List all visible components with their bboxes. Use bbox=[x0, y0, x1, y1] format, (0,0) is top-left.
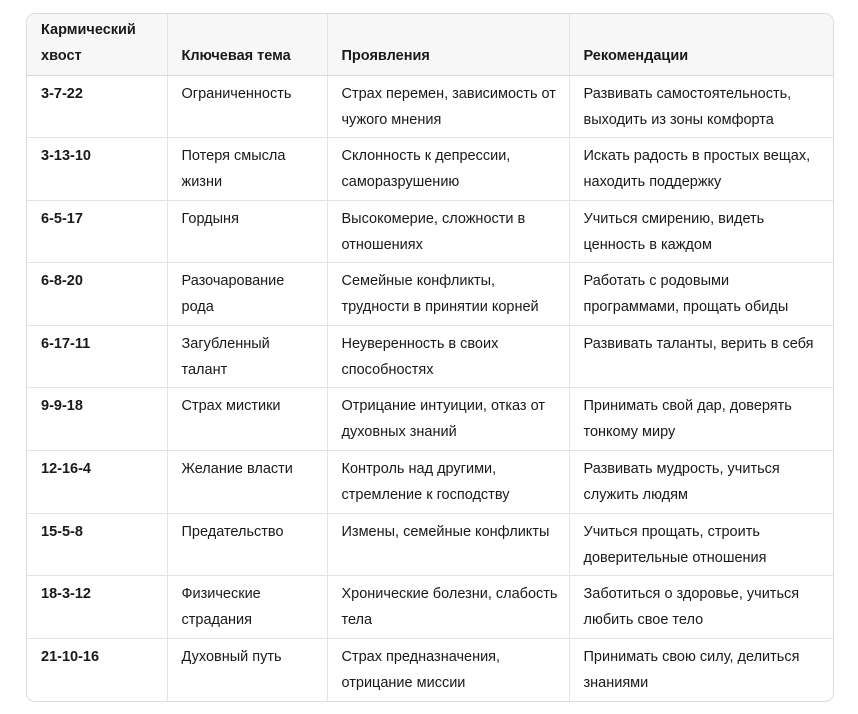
recommendations-cell: Принимать свою силу, делиться знаниями bbox=[583, 648, 800, 691]
manifestations-cell: Страх перемен, зависимость от чужого мнения bbox=[327, 75, 569, 138]
key-theme-cell: Духовный путь bbox=[167, 638, 327, 701]
key-theme-cell: Потеря смысла жизни bbox=[167, 138, 327, 201]
header-row bbox=[27, 14, 834, 75]
manifestations-cell: Неуверенность в своих способностях bbox=[327, 325, 569, 388]
key-theme-cell: Гордыня bbox=[167, 200, 327, 263]
karmic-tail-code: 12-16-4 bbox=[27, 451, 167, 514]
recommendations-cell: Искать радость в простых вещах, находить поддержку bbox=[569, 138, 834, 201]
recommendations-cell: Развивать таланты, верить в себя bbox=[569, 325, 834, 388]
recommendations-cell: Работать с родовыми программами, прощать обиды bbox=[569, 263, 834, 326]
manifestations-cell: Контроль над другими, стремление к господству bbox=[327, 451, 569, 514]
key-theme-cell: Разочарование рода bbox=[167, 263, 327, 326]
table-row bbox=[27, 638, 834, 701]
karmic-tail-code: 9-9-18 bbox=[27, 388, 167, 451]
karmic-tail-code: 6-5-17 bbox=[27, 200, 167, 263]
column-header-manifestations: Проявления bbox=[327, 14, 569, 75]
column-header-recommendations: Рекомендации bbox=[569, 14, 834, 75]
karmic-tails-table-frame bbox=[26, 13, 834, 702]
manifestations-cell: Высокомерие, сложности в отношениях bbox=[327, 200, 569, 263]
table-row bbox=[27, 263, 834, 326]
karmic-tail-code: 3-13-10 bbox=[27, 138, 167, 201]
recommendations-cell: Заботиться о здоровье, учиться любить свое тело bbox=[569, 576, 834, 639]
manifestations-cell: Семейные конфликты, трудности в принятии корней bbox=[327, 263, 569, 326]
recommendations-cell: Учиться смирению, видеть ценность в каждом bbox=[569, 200, 834, 263]
karmic-tail-code: 6-17-11 bbox=[27, 325, 167, 388]
key-theme-cell: Физические страдания bbox=[167, 576, 327, 639]
table-row bbox=[27, 325, 834, 388]
recommendations-cell: Развивать самостоятельность, выходить из зоны комфорта bbox=[569, 75, 834, 138]
table-row bbox=[27, 200, 834, 263]
key-theme-cell: Предательство bbox=[167, 513, 327, 576]
table-row bbox=[27, 513, 834, 576]
table-row bbox=[27, 388, 834, 451]
key-theme-cell: Ограниченность bbox=[167, 75, 327, 138]
recommendations-cell: Принимать свой дар, доверять тонкому миру bbox=[569, 388, 834, 451]
table-row bbox=[27, 75, 834, 138]
karmic-tails-table bbox=[27, 14, 834, 701]
karmic-tail-code: 21-10-16 bbox=[27, 638, 167, 701]
table-header bbox=[27, 14, 834, 75]
key-theme-cell: Желание власти bbox=[167, 451, 327, 514]
recommendations-cell: Развивать мудрость, учиться служить людям bbox=[569, 451, 834, 514]
karmic-tail-code: 18-3-12 bbox=[27, 576, 167, 639]
table-body bbox=[27, 75, 834, 701]
column-header-karmic-tail: Кармический хвост bbox=[27, 14, 167, 75]
manifestations-cell: Склонность к депрессии, саморазрушению bbox=[327, 138, 569, 201]
karmic-tail-code: 3-7-22 bbox=[27, 75, 167, 138]
manifestations-cell: Хронические болезни, слабость тела bbox=[327, 576, 569, 639]
manifestations-cell: Измены, семейные конфликты bbox=[327, 513, 569, 576]
recommendations-cell: Учиться прощать, строить доверительные отношения bbox=[569, 513, 834, 576]
manifestations-cell: Страх предназначения, отрицание миссии bbox=[327, 638, 569, 701]
manifestations-cell: Отрицание интуиции, отказ от духовных знаний bbox=[327, 388, 569, 451]
table-row bbox=[27, 138, 834, 201]
karmic-tail-code: 15-5-8 bbox=[27, 513, 167, 576]
key-theme-cell: Страх мистики bbox=[167, 388, 327, 451]
karmic-tail-code: 6-8-20 bbox=[27, 263, 167, 326]
table-row bbox=[27, 451, 834, 514]
key-theme-cell: Загубленный талант bbox=[167, 325, 327, 388]
table-row bbox=[27, 576, 834, 639]
column-header-key-theme: Ключевая тема bbox=[167, 14, 327, 75]
